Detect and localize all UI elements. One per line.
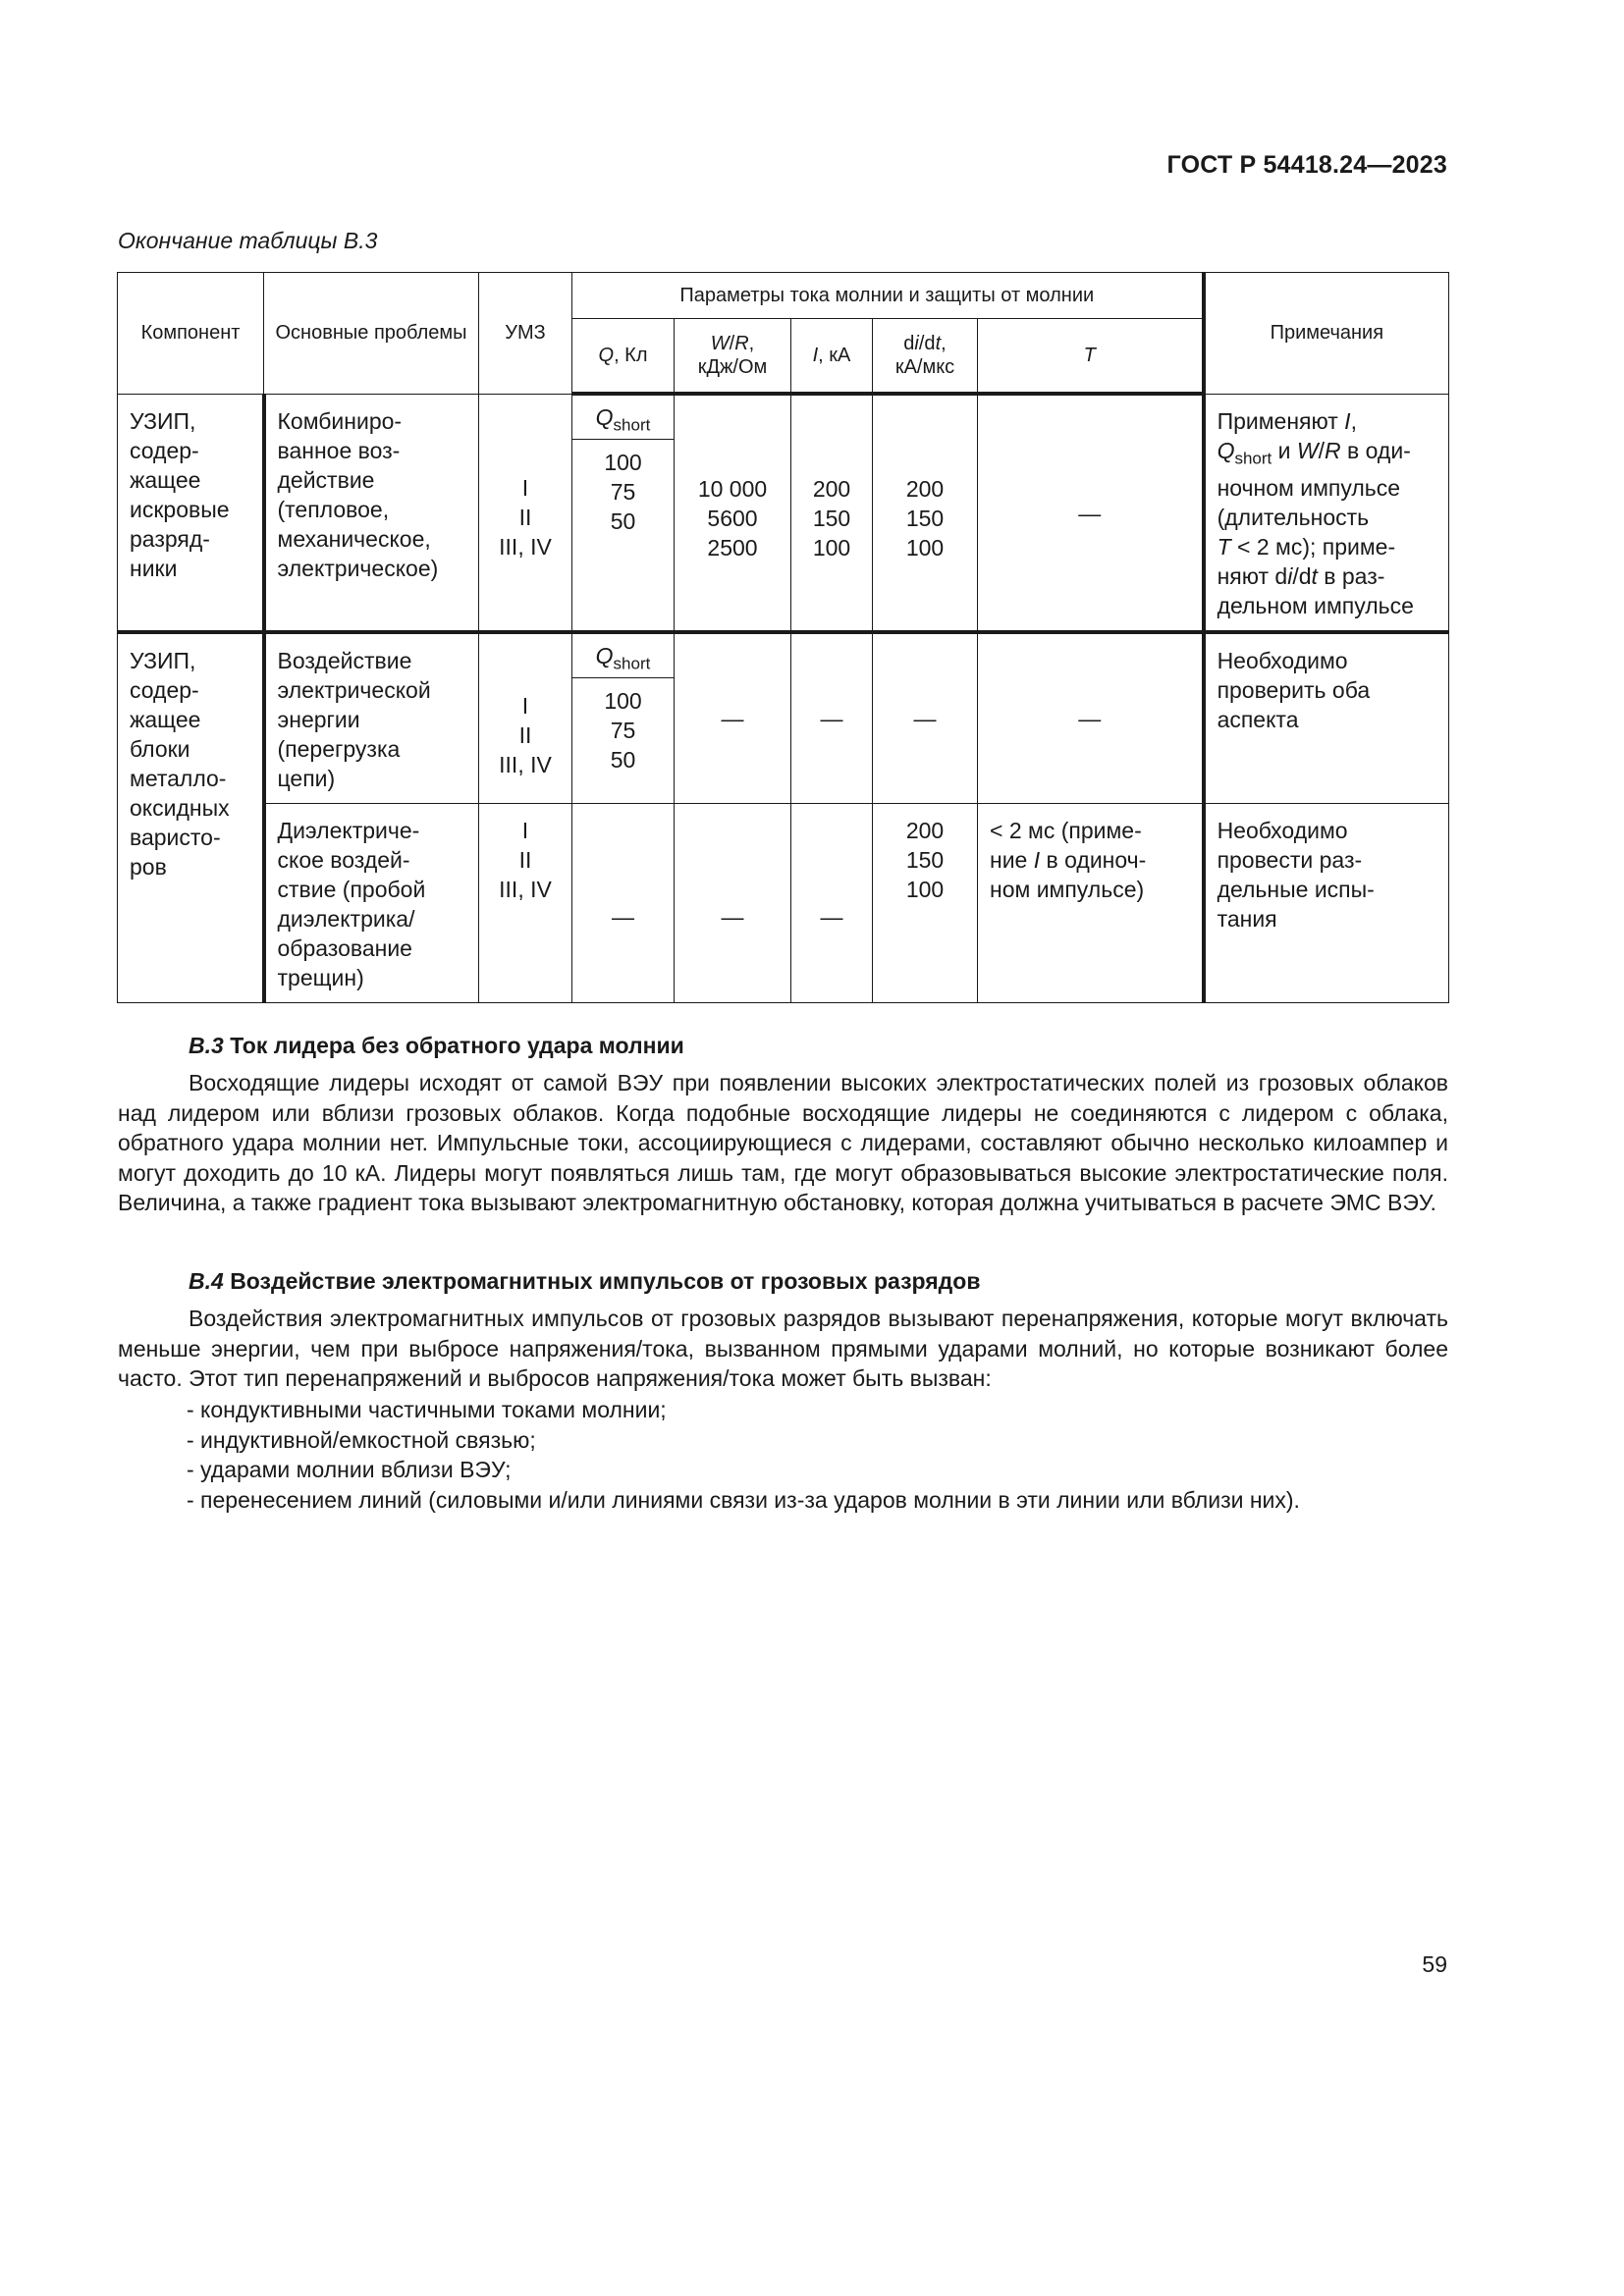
section-b3-number: В.3 [189,1033,224,1058]
section-b3-title [189,1033,684,1059]
notes-cell: Необходимо проверить оба аспекта [1217,648,1371,733]
header-q: Q, Кл [572,319,675,395]
wr-value: — [721,706,744,732]
problem-cell: Комбиниро- ванное воз- действие (тепловое, механическое, электрическое) [277,407,439,581]
section-b3-paragraph [118,1068,1448,1218]
problem-cell: Диэлектриче- ское воздей- ствие (пробой диэлектрика/ образование трещин) [277,818,426,991]
section-b4-list [187,1395,1300,1515]
component-cell: УЗИП, содер- жащее искровые разряд- ники [130,407,230,581]
table-row [118,632,1449,804]
section-b4-number: В.4 [189,1268,224,1294]
list-item: - индуктивной/емкостной связью; [187,1426,536,1453]
section-b4-heading: Воздействие электромагнитных импульсов от грозовых разрядов [230,1268,981,1294]
q-label: $Q_{short}$ [572,396,674,440]
header-component: Компонент [118,273,264,395]
wr-values: 10 000 5600 2500 [697,475,768,561]
wr-value: — [721,904,744,931]
table-row [118,394,1449,632]
t-value: — [1078,500,1102,526]
header-problems: Основные проблемы [264,273,479,395]
q-values: 100 75 50 [604,688,642,774]
table-row [118,804,1449,1003]
table-caption: Окончание таблицы В.3 [118,228,378,253]
header-parameters-group: Параметры тока молнии и защиты от молнии [572,273,1204,319]
standard-header: ГОСТ Р 54418.24—2023 [1166,151,1447,179]
header-t: T [978,319,1204,395]
section-b4-title [189,1268,980,1295]
section-b3-text: Восходящие лидеры исходят от самой ВЭУ при появлении высоких электростатических полей из грозовых облаков над лидером или вблизи грозовых облаков. Когда подобные восходящие лидеры не соединяются с лидером с облака, обратного удара молнии нет. Импульсные токи, ассоциирующиеся с лидерами, составляют обычно несколько килоампер и могут доходить до 10 кА. Лидеры могут появляться лишь там, где могут образовываться высокие электростатические поля. Величина, а также градиент тока вызывают электромагнитную обстановку, которая должна учитываться в расчете ЭМС ВЭУ. [118,1070,1448,1216]
list-item: - перенесением линий (силовыми и/или линиями связи из-за ударов молнии в эти линии или вблизи них). [187,1486,1300,1513]
didt-values: 200 150 100 [905,475,945,561]
section-b3-heading: Ток лидера без обратного удара молнии [230,1033,684,1058]
q-value: — [612,904,634,931]
component-cell: УЗИП, содер- жащее блоки металло- оксидных варисто- ров [130,648,230,881]
header-wr: W/R, кДж/Ом [675,319,791,395]
umz-cell: I II III, IV [499,818,552,903]
list-item: - ударами молнии вблизи ВЭУ; [187,1457,512,1483]
list-item: - кондуктивными частичными токами молнии; [187,1397,667,1422]
section-b4-paragraph [118,1304,1448,1394]
q-values: 100 75 50 [604,450,642,534]
page-number: 59 [1422,1951,1447,1977]
umz-cell: I II III, IV [499,693,552,778]
header-umz: УМЗ [479,273,572,395]
didt-value: — [913,706,937,732]
problem-cell: Воздействие электрической энергии (перегрузка цепи) [277,648,431,792]
notes-cell: Применяют I, $Q_{short}$ и W/R в оди- ночном импульсе (длительность T < 2 мс); приме- няют di/dt в раз- дельном импульсе [1217,407,1414,619]
header-i: I, кА [791,319,873,395]
header-notes: Примечания [1204,273,1449,395]
t-value: — [1078,706,1102,732]
umz-cell: I II III, IV [499,474,552,560]
didt-values: 200 150 100 [905,818,945,903]
notes-cell: Необходимо провести раз- дельные испы- тания [1217,818,1375,933]
i-value: — [820,706,843,732]
i-values: 200 150 100 [812,475,851,561]
parameters-table [117,272,1449,1003]
t-cell: < 2 мс (приме- ние I в одиноч- ном импульсе) [990,818,1147,903]
i-value: — [820,904,843,931]
q-label: $Q_{short}$ [572,634,674,678]
header-didt: di/dt, кА/мкс [873,319,978,395]
section-b4-text: Воздействия электромагнитных импульсов от грозовых разрядов вызывают перенапряжения, которые могут включать меньше энергии, чем при выбросе напряжения/тока, вызванном прямыми ударами молний, но которые возникают более часто. Этот тип перенапряжений и выбросов напряжения/тока может быть вызван: [118,1306,1448,1392]
